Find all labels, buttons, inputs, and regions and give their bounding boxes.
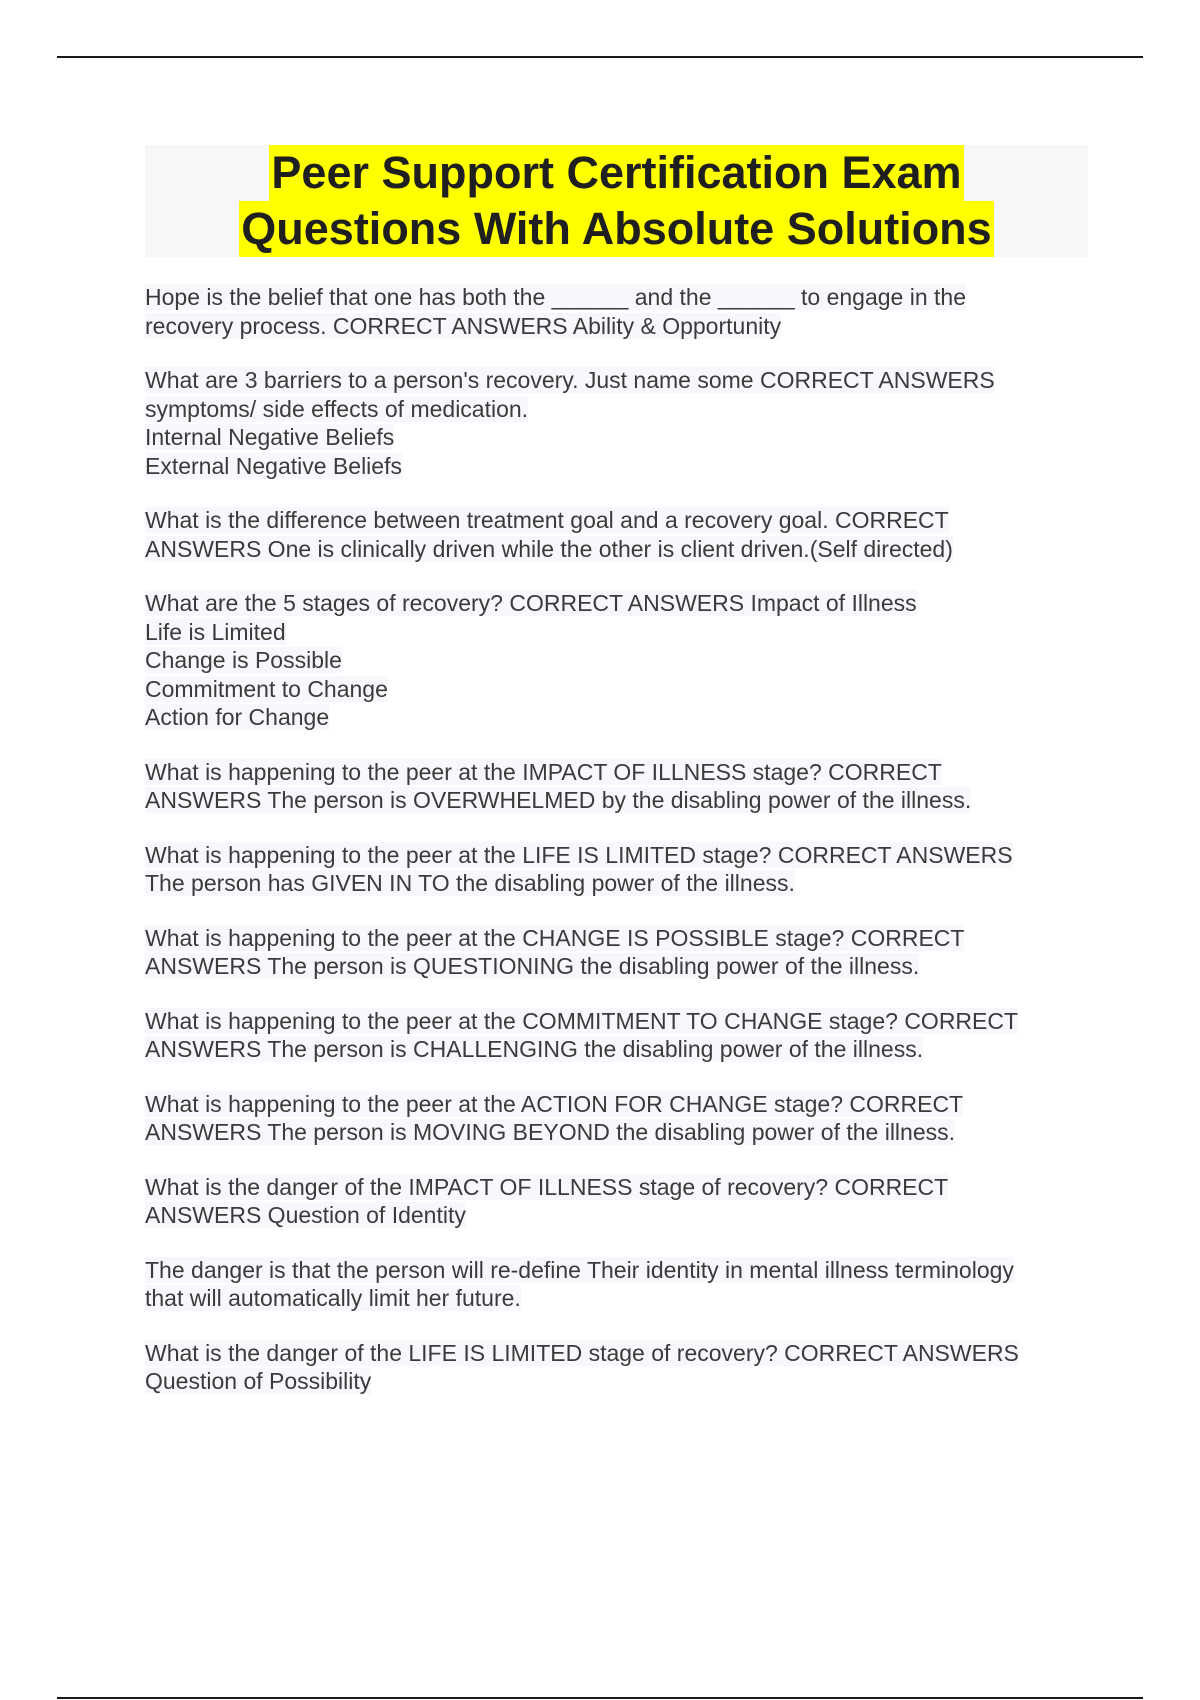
- qa-paragraph: [145, 589, 1085, 732]
- paragraph-line: [145, 535, 1085, 564]
- paragraph-line: [145, 618, 1085, 647]
- title-line-1: Peer Support Certification Exam: [269, 145, 963, 201]
- paragraph-line: [145, 869, 1085, 898]
- paragraph-line-text: Commitment to Change: [145, 675, 388, 702]
- document-title: [145, 145, 1088, 257]
- paragraph-line-text: ANSWERS The person is MOVING BEYOND the disabling power of the illness.: [145, 1119, 956, 1145]
- paragraph-line: [145, 786, 1085, 815]
- header-rule: [57, 56, 1143, 58]
- paragraph-line-text: What are the 5 stages of recovery? CORRECT ANSWERS Impact of Illness: [145, 590, 917, 616]
- title-row-2: [145, 201, 1088, 257]
- qa-paragraph: [145, 758, 1085, 815]
- paragraph-line-text: The person has GIVEN IN TO the disabling power of the illness.: [145, 870, 795, 896]
- paragraph-line: [145, 646, 1085, 675]
- paragraph-line-text: External Negative Beliefs: [145, 452, 402, 479]
- qa-paragraph: [145, 1090, 1085, 1147]
- paragraph-line-text: What is happening to the peer at the COMMITMENT TO CHANGE stage? CORRECT: [145, 1007, 1019, 1034]
- paragraph-line-text: What is the danger of the LIFE IS LIMITED stage of recovery? CORRECT ANSWERS: [145, 1339, 1019, 1366]
- paragraph-line-text: recovery process. CORRECT ANSWERS Ability & Opportunity: [145, 312, 782, 339]
- paragraph-line-text: What are 3 barriers to a person's recovery. Just name some CORRECT ANSWERS: [145, 367, 995, 393]
- document-body: [145, 283, 1085, 1422]
- paragraph-line-text: What is happening to the peer at the CHANGE IS POSSIBLE stage? CORRECT: [145, 924, 965, 951]
- paragraph-line-text: What is the difference between treatment goal and a recovery goal. CORRECT: [145, 507, 949, 533]
- qa-paragraph: [145, 1256, 1085, 1313]
- title-row-1: [145, 145, 1088, 201]
- paragraph-line: [145, 1035, 1085, 1064]
- qa-paragraph: [145, 1007, 1085, 1064]
- qa-paragraph: [145, 841, 1085, 898]
- paragraph-line: [145, 1284, 1085, 1313]
- qa-paragraph: [145, 366, 1085, 480]
- paragraph-line-text: ANSWERS The person is CHALLENGING the disabling power of the illness.: [145, 1036, 924, 1062]
- paragraph-line-text: What is happening to the peer at the LIFE IS LIMITED stage? CORRECT ANSWERS: [145, 841, 1013, 868]
- qa-paragraph: [145, 506, 1085, 563]
- paragraph-line: [145, 283, 1085, 312]
- paragraph-line: [145, 1367, 1085, 1396]
- footer-rule: [57, 1697, 1143, 1699]
- paragraph-line: [145, 452, 1085, 481]
- paragraph-line: [145, 1173, 1085, 1202]
- paragraph-line: [145, 758, 1085, 787]
- paragraph-line-text: that will automatically limit her future.: [145, 1285, 521, 1311]
- qa-paragraph: [145, 283, 1085, 340]
- paragraph-line: [145, 395, 1085, 424]
- paragraph-line: [145, 1339, 1085, 1368]
- paragraph-line: [145, 1007, 1085, 1036]
- paragraph-line-text: ANSWERS The person is OVERWHELMED by the disabling power of the illness.: [145, 787, 972, 813]
- paragraph-line-text: The danger is that the person will re-define Their identity in mental illness terminology: [145, 1256, 1014, 1283]
- paragraph-line: [145, 703, 1085, 732]
- paragraph-line-text: What is happening to the peer at the IMPACT OF ILLNESS stage? CORRECT: [145, 758, 942, 785]
- paragraph-line: [145, 924, 1085, 953]
- paragraph-line-text: Hope is the belief that one has both the ______ and the ______ to engage in the: [145, 284, 967, 310]
- title-line-2: Questions With Absolute Solutions: [239, 201, 993, 257]
- paragraph-line: [145, 1090, 1085, 1119]
- paragraph-line-text: Change is Possible: [145, 647, 342, 673]
- paragraph-line: [145, 1256, 1085, 1285]
- paragraph-line: [145, 1118, 1085, 1147]
- paragraph-line: [145, 312, 1085, 341]
- paragraph-line: [145, 841, 1085, 870]
- paragraph-line-text: What is the danger of the IMPACT OF ILLNESS stage of recovery? CORRECT: [145, 1173, 949, 1200]
- paragraph-line-text: Internal Negative Beliefs: [145, 424, 395, 450]
- paragraph-line: [145, 423, 1085, 452]
- paragraph-line-text: Action for Change: [145, 704, 330, 730]
- paragraph-line-text: Life is Limited: [145, 618, 286, 645]
- paragraph-line: [145, 506, 1085, 535]
- qa-paragraph: [145, 1173, 1085, 1230]
- paragraph-line: [145, 952, 1085, 981]
- paragraph-line-text: ANSWERS The person is QUESTIONING the disabling power of the illness.: [145, 953, 920, 979]
- paragraph-line: [145, 1201, 1085, 1230]
- paragraph-line: [145, 366, 1085, 395]
- paragraph-line-text: ANSWERS One is clinically driven while the other is client driven.(Self directed): [145, 535, 953, 562]
- qa-paragraph: [145, 1339, 1085, 1396]
- paragraph-line-text: Question of Possibility: [145, 1368, 372, 1394]
- paragraph-line-text: ANSWERS Question of Identity: [145, 1202, 466, 1228]
- paragraph-line-text: What is happening to the peer at the ACTION FOR CHANGE stage? CORRECT: [145, 1090, 964, 1117]
- paragraph-line: [145, 589, 1085, 618]
- paragraph-line: [145, 675, 1085, 704]
- qa-paragraph: [145, 924, 1085, 981]
- paragraph-line-text: symptoms/ side effects of medication.: [145, 395, 529, 422]
